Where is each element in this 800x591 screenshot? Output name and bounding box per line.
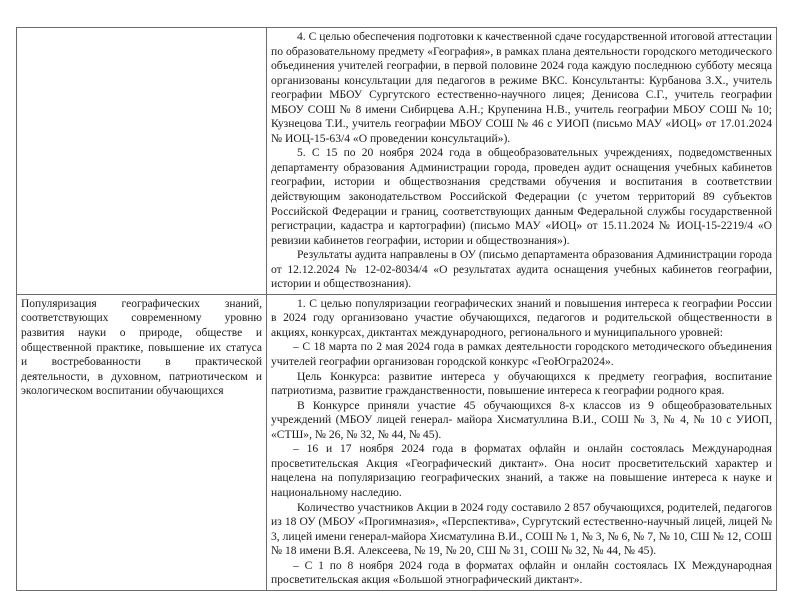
paragraph-item-5: 5. С 15 по 20 ноября 2024 года в общеобразовательных учреждениях, подведомственных департаменту образования Администрации города, проведен аудит оснащения учебных кабинетов географии, истории и обществознания средствами обучения и воспитания в соответствии действующим законодательством Российской Федерации (с учетом территорий 89 субъектов Российской Федерации и границ, соответствующих данным Федеральной службы государственной регистрации, кадастра и картографии) (письмо МАУ «ИОЦ» от 15.11.2024 № ИОЦ-15-2219/4 «О ревизии кабинетов географии, истории и обществознания»). [271,146,772,247]
table-cell-details-1 [267,28,777,295]
cell-content [17,28,266,182]
empty-cell-spacer [21,30,262,180]
table-row [17,28,777,295]
paragraph-action-participants-count: Количество участников Акции в 2024 году составило 2 857 обучающихся, родителей, педагогов из 18 ОУ (МБОУ «Прогимназия», «Перспектива», Сургутский естественно-научный лицей, лицей № 3, лицей имени генерал-майора Хисматулина В.И., СОШ № 1, № 3, № 6, № 7, № 10, СШ № 12, СОШ № 18 имени В.Я. Алексеева, № 19, № 20, СШ № 31, СОШ № 32, № 44, № 45). [271,500,772,558]
paragraph-geougra-contest: – С 18 марта по 2 мая 2024 года в рамках деятельности городского методического объединения учителей географии организован городской конкурс «ГеоЮгра2024». [271,340,772,369]
paragraph-item-1: 1. С целью популяризации географических знаний и повышения интереса к географии России в 2024 году организовано участие обучающихся, педагогов и родительской общественности в акциях, конкурсах, диктантах международного, регионального и муниципального уровней: [271,296,772,339]
table-cell-details-2 [267,294,777,590]
table-row [17,294,777,590]
paragraph-direction-description: Популяризация географических знаний, соответствующих современному уровню развития науки о природе, обществе и общественной практике, повышение их статуса и востребованности в практической деятельности, в духовном, патриотическом и экологическом воспитании обучающихся [21,297,262,398]
cell-content [17,295,266,401]
table-cell-direction-2 [17,294,267,590]
cell-content [267,28,776,294]
report-table [16,27,777,591]
cell-content [267,295,776,590]
paragraph-contest-goal: Цель Конкурса: развитие интереса у обучающихся к предмету география, воспитание патриотизма, развитие гражданственности, повышение интереса к географии родного края. [271,369,772,398]
paragraph-audit-results: Результаты аудита направлены в ОУ (письмо департамента образования Администрации города от 12.12.2024 № 12-02-8034/4 «О результатах аудита оснащения учебных кабинетов географии, истории и обществознания). [271,248,772,291]
paragraph-ethnographic-dictation: – С 1 по 8 ноября 2024 года в форматах офлайн и онлайн состоялась IX Международная просветительская акция «Большой этнографический диктант». [271,558,772,587]
paragraph-item-4: 4. С целью обеспечения подготовки к качественной сдаче государственной итоговой аттестации по образовательному предмету «География», в рамках плана деятельности городского методического объединения учителей географии, в первой половине 2024 года каждую последнюю субботу месяца организованы консультации для педагогов в режиме ВКС. Консультанты: Курбанова З.Х., учитель географии МБОУ Сургутского естественно-научного лицея; Денисова С.Г., учитель географии МБОУ СОШ № 8 имени Сибирцева А.Н.; Крупенина Н.В., учитель географии МБОУ СОШ № 10; Кузнецова Т.И., учитель географии МБОУ СОШ № 46 с УИОП (письмо МАУ «ИОЦ» от 17.01.2024 № ИОЦ-15-63/4 «О проведении консультаций»). [271,30,772,145]
table-cell-direction-1 [17,28,267,295]
paragraph-geographic-dictation: – 16 и 17 ноября 2024 года в форматах офлайн и онлайн состоялась Международная просветительская Акция «Географический диктант». Она носит просветительский характер и нацелена на популяризацию географических знаний, а также на повышение интереса к науке и национальному наследию. [271,442,772,499]
table-body [17,28,777,591]
paragraph-contest-participants: В Конкурсе приняли участие 45 обучающихся 8-х классов из 9 общеобразовательных учреждений (МБОУ лицей генерал- майора Хисматуллина В.И., СОШ № 3, № 4, № 10 с УИОП, «СТШ», № 26, № 32, № 44, № 45). [271,398,772,441]
